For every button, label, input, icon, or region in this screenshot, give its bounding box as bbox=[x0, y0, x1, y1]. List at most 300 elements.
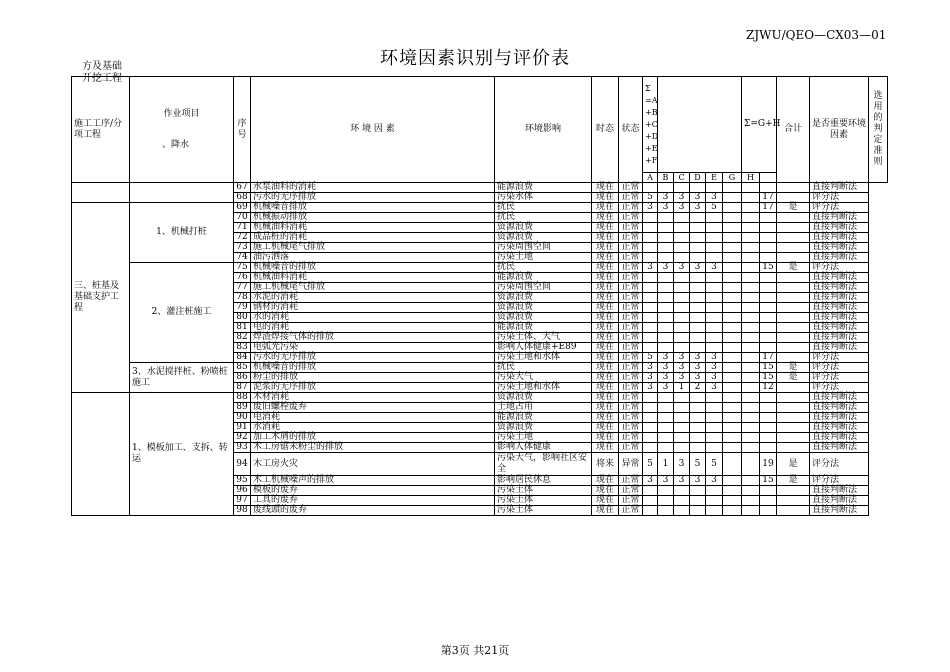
impact-cell: 污染周围空间 bbox=[495, 283, 592, 293]
impact-cell: 污染土体 bbox=[495, 506, 592, 516]
e-cell bbox=[706, 486, 723, 496]
seq-cell: 85 bbox=[234, 363, 251, 373]
tense-cell: 现在 bbox=[592, 333, 619, 343]
state-cell: 异常 bbox=[619, 453, 643, 476]
c-cell: 3 bbox=[674, 203, 690, 213]
table-row bbox=[72, 263, 888, 273]
d-cell bbox=[690, 413, 706, 423]
impact-cell: 污染周围空间 bbox=[495, 243, 592, 253]
state-cell: 正常 bbox=[619, 333, 643, 343]
major-cell bbox=[777, 443, 810, 453]
seq-cell: 83 bbox=[234, 343, 251, 353]
major-cell: 是 bbox=[777, 363, 810, 373]
e-cell bbox=[706, 293, 723, 303]
score-blank-cell bbox=[742, 353, 760, 363]
b-cell bbox=[658, 233, 674, 243]
seq-cell: 77 bbox=[234, 283, 251, 293]
tense-cell: 现在 bbox=[592, 243, 619, 253]
seq-cell: 92 bbox=[234, 433, 251, 443]
e-cell bbox=[706, 313, 723, 323]
seq-cell: 91 bbox=[234, 423, 251, 433]
d-cell bbox=[690, 293, 706, 303]
score-blank-cell bbox=[723, 393, 742, 403]
header-letter: A bbox=[643, 173, 658, 183]
header-letter-blank bbox=[760, 173, 777, 183]
score-blank-cell bbox=[723, 476, 742, 486]
score-blank-cell bbox=[742, 383, 760, 393]
seq-cell: 96 bbox=[234, 486, 251, 496]
a-cell bbox=[643, 293, 658, 303]
factor-cell: 工具的废弃 bbox=[251, 496, 495, 506]
tense-cell: 现在 bbox=[592, 183, 619, 193]
major-cell bbox=[777, 383, 810, 393]
b-cell bbox=[658, 303, 674, 313]
total-cell bbox=[760, 506, 777, 516]
c-cell bbox=[674, 323, 690, 333]
impact-cell: 污染土地 bbox=[495, 253, 592, 263]
c-cell bbox=[674, 433, 690, 443]
work-item-cell: 1、模板加工、支拆、转运 bbox=[130, 393, 234, 516]
criterion-cell: 评分法 bbox=[810, 263, 869, 273]
major-cell bbox=[777, 243, 810, 253]
major-cell bbox=[777, 303, 810, 313]
major-cell bbox=[777, 273, 810, 283]
b-cell bbox=[658, 213, 674, 223]
e-cell bbox=[706, 223, 723, 233]
a-cell bbox=[643, 443, 658, 453]
seq-cell: 88 bbox=[234, 393, 251, 403]
score-blank-cell bbox=[723, 363, 742, 373]
tense-cell: 现在 bbox=[592, 486, 619, 496]
factor-cell: 施工机械尾气排放 bbox=[251, 243, 495, 253]
criterion-cell: 直接判断法 bbox=[810, 393, 869, 403]
score-blank-cell bbox=[742, 243, 760, 253]
tense-cell: 现在 bbox=[592, 293, 619, 303]
d-cell: 3 bbox=[690, 353, 706, 363]
state-cell: 正常 bbox=[619, 203, 643, 213]
header-letter: H bbox=[742, 173, 760, 183]
tense-cell: 现在 bbox=[592, 383, 619, 393]
header-letter: D bbox=[690, 173, 706, 183]
state-cell: 正常 bbox=[619, 373, 643, 383]
factor-cell: 机械噪音的排放 bbox=[251, 263, 495, 273]
state-cell: 正常 bbox=[619, 486, 643, 496]
tense-cell: 现在 bbox=[592, 343, 619, 353]
total-cell bbox=[760, 413, 777, 423]
state-cell: 正常 bbox=[619, 363, 643, 373]
seq-cell: 70 bbox=[234, 213, 251, 223]
score-blank-cell bbox=[742, 313, 760, 323]
d-cell bbox=[690, 323, 706, 333]
state-cell: 正常 bbox=[619, 383, 643, 393]
state-cell: 正常 bbox=[619, 393, 643, 403]
criterion-cell: 直接判断法 bbox=[810, 233, 869, 243]
impact-cell: 污染土地和水体 bbox=[495, 353, 592, 363]
impact-cell: 污染水体 bbox=[495, 193, 592, 203]
tense-cell: 现在 bbox=[592, 193, 619, 203]
impact-cell: 资源浪费 bbox=[495, 293, 592, 303]
major-cell bbox=[777, 506, 810, 516]
b-cell: 3 bbox=[658, 203, 674, 213]
criterion-cell: 评分法 bbox=[810, 383, 869, 393]
c-cell bbox=[674, 233, 690, 243]
score-blank-cell bbox=[723, 233, 742, 243]
e-cell bbox=[706, 253, 723, 263]
c-cell: 3 bbox=[674, 453, 690, 476]
total-cell bbox=[760, 213, 777, 223]
b-cell: 3 bbox=[658, 383, 674, 393]
page-title: 环境因素识别与评价表 bbox=[380, 48, 570, 69]
score-blank-cell bbox=[742, 333, 760, 343]
factor-cell: 机械油料消耗 bbox=[251, 273, 495, 283]
e-cell: 3 bbox=[706, 353, 723, 363]
a-cell: 3 bbox=[643, 476, 658, 486]
factor-cell: 焊渣焊接气体的排放 bbox=[251, 333, 495, 343]
stage-cell bbox=[72, 183, 130, 203]
c-cell: 3 bbox=[674, 353, 690, 363]
d-cell bbox=[690, 423, 706, 433]
tense-cell: 现在 bbox=[592, 323, 619, 333]
seq-cell: 94 bbox=[234, 453, 251, 476]
score-blank-cell bbox=[723, 313, 742, 323]
b-cell bbox=[658, 423, 674, 433]
seq-cell: 97 bbox=[234, 496, 251, 506]
a-cell: 3 bbox=[643, 383, 658, 393]
total-cell: 15 bbox=[760, 476, 777, 486]
major-cell bbox=[777, 393, 810, 403]
major-cell bbox=[777, 293, 810, 303]
seq-cell: 80 bbox=[234, 313, 251, 323]
state-cell: 正常 bbox=[619, 496, 643, 506]
e-cell bbox=[706, 343, 723, 353]
e-cell bbox=[706, 183, 723, 193]
header-criterion: 选用的判定准则 bbox=[869, 77, 888, 183]
tense-cell: 现在 bbox=[592, 203, 619, 213]
score-blank-cell bbox=[723, 496, 742, 506]
major-cell bbox=[777, 253, 810, 263]
b-cell bbox=[658, 403, 674, 413]
c-cell bbox=[674, 393, 690, 403]
score-blank-cell bbox=[742, 203, 760, 213]
total-cell: 19 bbox=[760, 453, 777, 476]
document-code: ZJWU/QEO—CX03—01 bbox=[746, 28, 887, 42]
score-blank-cell bbox=[723, 383, 742, 393]
tense-cell: 现在 bbox=[592, 273, 619, 283]
impact-cell: 资源浪费 bbox=[495, 223, 592, 233]
d-cell bbox=[690, 393, 706, 403]
score-blank-cell bbox=[742, 223, 760, 233]
tense-cell: 现在 bbox=[592, 373, 619, 383]
state-cell: 正常 bbox=[619, 233, 643, 243]
b-cell bbox=[658, 413, 674, 423]
major-cell bbox=[777, 333, 810, 343]
criterion-cell: 直接判断法 bbox=[810, 183, 869, 193]
d-cell bbox=[690, 303, 706, 313]
b-cell bbox=[658, 343, 674, 353]
state-cell: 正常 bbox=[619, 253, 643, 263]
score-blank-cell bbox=[723, 203, 742, 213]
seq-cell: 90 bbox=[234, 413, 251, 423]
major-cell bbox=[777, 496, 810, 506]
c-cell bbox=[674, 333, 690, 343]
a-cell bbox=[643, 423, 658, 433]
factor-cell: 木工房锯末粉尘的排放 bbox=[251, 443, 495, 453]
b-cell: 3 bbox=[658, 363, 674, 373]
score-blank-cell bbox=[723, 333, 742, 343]
tense-cell: 现在 bbox=[592, 496, 619, 506]
impact-cell: 资源浪费 bbox=[495, 313, 592, 323]
total-cell: 17 bbox=[760, 353, 777, 363]
d-cell: 3 bbox=[690, 373, 706, 383]
factor-cell: 成品桩的消耗 bbox=[251, 233, 495, 243]
state-cell: 正常 bbox=[619, 263, 643, 273]
a-cell bbox=[643, 253, 658, 263]
score-blank-cell bbox=[742, 443, 760, 453]
state-cell: 正常 bbox=[619, 273, 643, 283]
c-cell bbox=[674, 403, 690, 413]
score-blank-cell bbox=[723, 253, 742, 263]
total-cell bbox=[760, 443, 777, 453]
b-cell: 3 bbox=[658, 373, 674, 383]
state-cell: 正常 bbox=[619, 506, 643, 516]
score-blank-cell bbox=[742, 213, 760, 223]
impact-cell: 污染大气，影响社区安全 bbox=[495, 453, 592, 476]
factor-cell: 水消耗 bbox=[251, 423, 495, 433]
work-item-cell: 2、灌注桩施工 bbox=[130, 263, 234, 363]
header-tense: 时态 bbox=[592, 77, 619, 183]
seq-cell: 78 bbox=[234, 293, 251, 303]
criterion-cell: 直接判断法 bbox=[810, 253, 869, 263]
e-cell: 3 bbox=[706, 373, 723, 383]
b-cell: 1 bbox=[658, 453, 674, 476]
tense-cell: 现在 bbox=[592, 476, 619, 486]
score-blank-cell bbox=[723, 413, 742, 423]
total-cell: 15 bbox=[760, 373, 777, 383]
tense-cell: 现在 bbox=[592, 353, 619, 363]
d-cell bbox=[690, 283, 706, 293]
d-cell bbox=[690, 343, 706, 353]
b-cell: 3 bbox=[658, 263, 674, 273]
seq-cell: 93 bbox=[234, 443, 251, 453]
score-blank-cell bbox=[742, 506, 760, 516]
e-cell bbox=[706, 283, 723, 293]
table-body bbox=[72, 183, 888, 516]
d-cell bbox=[690, 243, 706, 253]
d-cell bbox=[690, 506, 706, 516]
seq-cell: 76 bbox=[234, 273, 251, 283]
d-cell bbox=[690, 443, 706, 453]
a-cell bbox=[643, 496, 658, 506]
seq-cell: 86 bbox=[234, 373, 251, 383]
state-cell: 正常 bbox=[619, 303, 643, 313]
b-cell bbox=[658, 253, 674, 263]
tense-cell: 现在 bbox=[592, 506, 619, 516]
a-cell: 3 bbox=[643, 373, 658, 383]
seq-cell: 68 bbox=[234, 193, 251, 203]
tense-cell: 现在 bbox=[592, 233, 619, 243]
state-cell: 正常 bbox=[619, 293, 643, 303]
b-cell bbox=[658, 223, 674, 233]
score-blank-cell bbox=[723, 283, 742, 293]
e-cell bbox=[706, 393, 723, 403]
impact-cell: 影响人体健康 bbox=[495, 443, 592, 453]
score-blank-cell bbox=[723, 183, 742, 193]
impact-cell: 污染土地和水体 bbox=[495, 383, 592, 393]
total-cell bbox=[760, 496, 777, 506]
b-cell bbox=[658, 496, 674, 506]
state-cell: 正常 bbox=[619, 476, 643, 486]
impact-cell: 污染土体 bbox=[495, 486, 592, 496]
c-cell: 3 bbox=[674, 193, 690, 203]
factor-cell: 泥浆的无序排放 bbox=[251, 383, 495, 393]
a-cell bbox=[643, 243, 658, 253]
impact-cell: 影响人体健康+E89 bbox=[495, 343, 592, 353]
criterion-cell: 直接判断法 bbox=[810, 486, 869, 496]
factor-cell: 加工木屑的排放 bbox=[251, 433, 495, 443]
criterion-cell: 直接判断法 bbox=[810, 283, 869, 293]
major-cell bbox=[777, 193, 810, 203]
header-sigma-formula: Σ =A +B +C +D +E +F bbox=[643, 77, 658, 173]
total-cell bbox=[760, 343, 777, 353]
a-cell bbox=[643, 433, 658, 443]
score-blank-cell bbox=[723, 193, 742, 203]
criterion-cell: 直接判断法 bbox=[810, 506, 869, 516]
score-blank-cell bbox=[742, 453, 760, 476]
c-cell bbox=[674, 273, 690, 283]
impact-cell: 污染土地 bbox=[495, 433, 592, 443]
total-cell: 15 bbox=[760, 263, 777, 273]
impact-cell: 影响居民休息 bbox=[495, 476, 592, 486]
e-cell bbox=[706, 243, 723, 253]
criterion-cell: 直接判断法 bbox=[810, 443, 869, 453]
b-cell bbox=[658, 486, 674, 496]
tense-cell: 现在 bbox=[592, 413, 619, 423]
score-blank-cell bbox=[742, 183, 760, 193]
tense-cell: 现在 bbox=[592, 403, 619, 413]
a-cell bbox=[643, 506, 658, 516]
impact-cell: 扰民 bbox=[495, 213, 592, 223]
d-cell bbox=[690, 496, 706, 506]
c-cell bbox=[674, 496, 690, 506]
a-cell bbox=[643, 223, 658, 233]
criterion-cell: 直接判断法 bbox=[810, 413, 869, 423]
header-letter: G bbox=[723, 173, 742, 183]
c-cell bbox=[674, 303, 690, 313]
major-cell bbox=[777, 213, 810, 223]
e-cell bbox=[706, 333, 723, 343]
header-stage: 施工工序/分项工程 bbox=[72, 77, 130, 183]
state-cell: 正常 bbox=[619, 183, 643, 193]
criterion-cell: 直接判断法 bbox=[810, 333, 869, 343]
major-cell: 是 bbox=[777, 373, 810, 383]
c-cell bbox=[674, 423, 690, 433]
header-letter: B bbox=[658, 173, 674, 183]
criterion-cell: 直接判断法 bbox=[810, 343, 869, 353]
factor-cell: 粉尘的排放 bbox=[251, 373, 495, 383]
header-major: 是否重要环境因素 bbox=[810, 77, 869, 183]
impact-cell: 能源浪费 bbox=[495, 273, 592, 283]
total-cell bbox=[760, 223, 777, 233]
score-blank-cell bbox=[723, 293, 742, 303]
d-cell bbox=[690, 223, 706, 233]
c-cell bbox=[674, 243, 690, 253]
d-cell: 3 bbox=[690, 476, 706, 486]
tense-cell: 现在 bbox=[592, 303, 619, 313]
score-blank-cell bbox=[723, 273, 742, 283]
score-blank-cell bbox=[723, 343, 742, 353]
total-cell: 17 bbox=[760, 193, 777, 203]
d-cell: 3 bbox=[690, 263, 706, 273]
d-cell: 2 bbox=[690, 383, 706, 393]
e-cell: 3 bbox=[706, 383, 723, 393]
c-cell: 3 bbox=[674, 476, 690, 486]
impact-cell: 资源浪费 bbox=[495, 233, 592, 243]
a-cell: 3 bbox=[643, 263, 658, 273]
header-work-item bbox=[130, 77, 234, 183]
c-cell bbox=[674, 343, 690, 353]
a-cell bbox=[643, 273, 658, 283]
impact-cell: 土地占用 bbox=[495, 403, 592, 413]
total-cell bbox=[760, 403, 777, 413]
table-row bbox=[72, 203, 888, 213]
criterion-cell: 评分法 bbox=[810, 373, 869, 383]
e-cell bbox=[706, 433, 723, 443]
e-cell: 3 bbox=[706, 193, 723, 203]
header-state: 状态 bbox=[619, 77, 643, 183]
a-cell bbox=[643, 233, 658, 243]
score-blank-cell bbox=[723, 303, 742, 313]
major-cell bbox=[777, 343, 810, 353]
b-cell bbox=[658, 273, 674, 283]
score-blank-cell bbox=[723, 433, 742, 443]
score-blank-cell bbox=[742, 496, 760, 506]
b-cell bbox=[658, 293, 674, 303]
major-cell: 是 bbox=[777, 263, 810, 273]
b-cell bbox=[658, 393, 674, 403]
criterion-cell: 直接判断法 bbox=[810, 293, 869, 303]
header-letter: E bbox=[706, 173, 723, 183]
e-cell bbox=[706, 303, 723, 313]
c-cell bbox=[674, 413, 690, 423]
impact-cell: 能源浪费 bbox=[495, 323, 592, 333]
state-cell: 正常 bbox=[619, 353, 643, 363]
a-cell bbox=[643, 313, 658, 323]
score-blank-cell bbox=[723, 263, 742, 273]
c-cell bbox=[674, 223, 690, 233]
score-blank-cell bbox=[742, 253, 760, 263]
criterion-cell: 直接判断法 bbox=[810, 403, 869, 413]
header-sum-formula: Σ=G+H bbox=[742, 77, 777, 173]
e-cell bbox=[706, 233, 723, 243]
c-cell bbox=[674, 486, 690, 496]
a-cell bbox=[643, 303, 658, 313]
major-cell bbox=[777, 486, 810, 496]
tense-cell: 现在 bbox=[592, 253, 619, 263]
total-cell bbox=[760, 283, 777, 293]
seq-cell: 73 bbox=[234, 243, 251, 253]
d-cell bbox=[690, 233, 706, 243]
header-score-blank bbox=[658, 77, 742, 173]
d-cell bbox=[690, 433, 706, 443]
criterion-cell: 评分法 bbox=[810, 193, 869, 203]
seq-cell: 95 bbox=[234, 476, 251, 486]
tense-cell: 现在 bbox=[592, 283, 619, 293]
header-letter: C bbox=[674, 173, 690, 183]
score-blank-cell bbox=[723, 486, 742, 496]
d-cell: 5 bbox=[690, 453, 706, 476]
a-cell bbox=[643, 323, 658, 333]
a-cell bbox=[643, 393, 658, 403]
